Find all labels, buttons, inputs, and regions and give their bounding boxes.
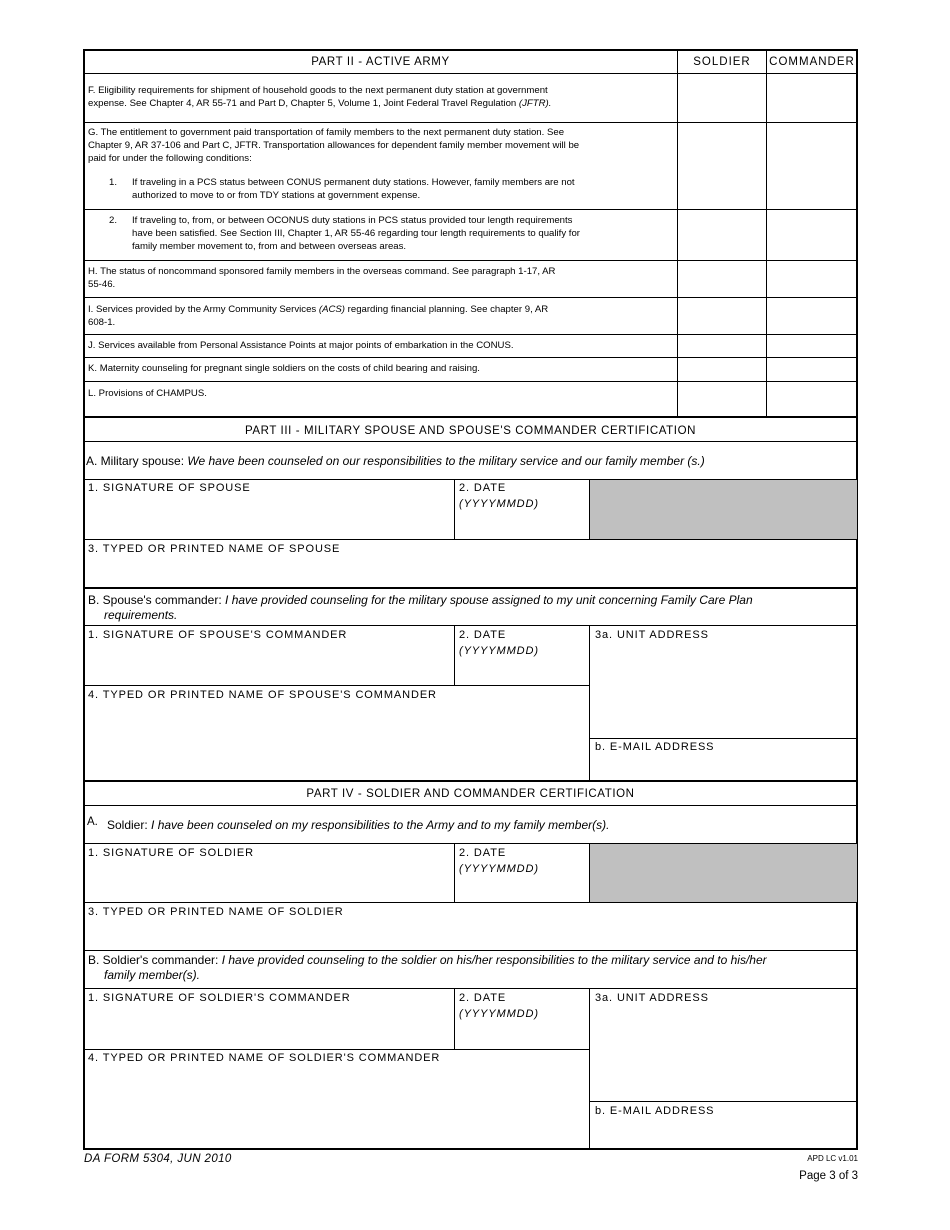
rule: [84, 539, 857, 540]
item-g-line3: paid for under the following conditions:: [88, 153, 252, 164]
item-i-acs: (ACS): [318, 304, 345, 315]
rule: [84, 1049, 590, 1050]
part3-a-statement: [86, 454, 705, 468]
item-g-line2: Chapter 9, AR 37-106 and Part C, JFTR. Transportation allowances for dependent family member movement will be: [88, 140, 580, 151]
part4-a-statement: [107, 818, 609, 832]
item-g-line1: G. The entitlement to government paid transportation of family members to the next permanent duty station. See: [88, 127, 565, 138]
item-k-soldier-initial[interactable]: [678, 358, 766, 381]
item-j-soldier-initial[interactable]: [678, 335, 766, 357]
item-g2-line1: If traveling to, from, or between OCONUS duty stations in PCS status provided tour length requirements: [132, 215, 573, 226]
part3-b-statement: [88, 593, 753, 607]
part3-a-label: A. Military spouse:: [86, 454, 188, 468]
item-f-line2: [88, 98, 551, 111]
item-j: J. Services available from Personal Assistance Points at major points of embarkation in the CONUS.: [88, 340, 514, 351]
soldier-name-label: 3. TYPED OR PRINTED NAME OF SOLDIER: [88, 906, 344, 918]
rule: [84, 685, 590, 686]
soldier-cmdr-date-field[interactable]: [455, 1023, 588, 1048]
rule: [84, 587, 857, 589]
spouse-date-format: (YYYYMMDD): [459, 498, 539, 510]
item-h-line1: H. The status of noncommand sponsored family members in the overseas command. See paragraph 1-17, AR: [88, 266, 556, 277]
part4-a-label: Soldier:: [107, 818, 152, 832]
col-soldier-header: SOLDIER: [693, 56, 751, 68]
soldier-cmdr-email-label: b. E-MAIL ADDRESS: [595, 1105, 715, 1117]
item-k: K. Maternity counseling for pregnant single soldiers on the costs of child bearing and raising.: [88, 363, 480, 374]
item-g1-line1: If traveling in a PCS status between CONUS permanent duty stations. However, family members are not: [132, 177, 575, 188]
spouse-cmdr-unit-field[interactable]: [590, 645, 856, 737]
soldier-cmdr-unit-label: 3a. UNIT ADDRESS: [595, 992, 709, 1004]
spouse-signature-label: 1. SIGNATURE OF SPOUSE: [88, 482, 251, 494]
rule: [589, 738, 857, 739]
rule: [84, 416, 857, 418]
item-g1-line2: authorized to move to or from TDY stations at government expense.: [132, 190, 421, 201]
part4-b-statement: [88, 953, 767, 967]
item-g1-commander-initial[interactable]: [767, 123, 857, 209]
item-i-text-b: regarding financial planning. See chapter 9, AR: [345, 304, 549, 315]
item-h-line2: 55-46.: [88, 279, 116, 290]
spouse-cmdr-name-field[interactable]: [85, 705, 588, 779]
part3-a-text: We have been counseled on our responsibilities to the military service and our family member (s.): [187, 454, 705, 468]
soldier-cmdr-unit-field[interactable]: [590, 1008, 856, 1100]
soldier-signature-label: 1. SIGNATURE OF SOLDIER: [88, 847, 254, 859]
item-g2-line2: have been satisfied. See Section III, Chapter 1, AR 55-46 regarding tour length requirements to qualify for: [132, 228, 580, 239]
spouse-cmdr-signature-field[interactable]: [85, 645, 453, 684]
part3-b-label: B. Spouse's commander:: [88, 593, 226, 607]
shaded-block: [590, 844, 857, 902]
item-k-commander-initial[interactable]: [767, 358, 857, 381]
item-f-line1: F. Eligibility requirements for shipment of household goods to the next permanent duty station at government: [88, 85, 548, 96]
soldier-name-field[interactable]: [85, 921, 856, 949]
version-label: APD LC v1.01: [807, 1154, 858, 1163]
spouse-cmdr-unit-label: 3a. UNIT ADDRESS: [595, 629, 709, 641]
soldier-cmdr-date-format: (YYYYMMDD): [459, 1008, 539, 1020]
item-i-soldier-initial[interactable]: [678, 298, 766, 334]
col-commander-header: COMMANDER: [769, 56, 855, 68]
soldier-cmdr-date-label: 2. DATE: [459, 992, 507, 1004]
item-g2-soldier-initial[interactable]: [678, 210, 766, 260]
item-l-commander-initial[interactable]: [767, 382, 857, 416]
part4-a-num: A.: [87, 816, 98, 828]
item-g2-line3: family member movement to, from and between overseas areas.: [132, 241, 407, 252]
part2-title: PART II - ACTIVE ARMY: [311, 56, 450, 68]
rule: [84, 441, 857, 442]
shaded-block: [590, 480, 857, 539]
spouse-date-label: 2. DATE: [459, 482, 507, 494]
part4-a-text: I have been counseled on my responsibilities to the Army and to my family member(s).: [151, 818, 610, 832]
spouse-name-field[interactable]: [85, 558, 856, 586]
spouse-cmdr-signature-label: 1. SIGNATURE OF SPOUSE'S COMMANDER: [88, 629, 348, 641]
item-g1-soldier-initial[interactable]: [678, 123, 766, 209]
part4-b-text1: I have provided counseling to the soldier on his/her responsibilities to the military service and to his/her: [221, 953, 767, 967]
item-g2-commander-initial[interactable]: [767, 210, 857, 260]
part4-b-label: B. Soldier's commander:: [88, 953, 222, 967]
part3-title: PART III - MILITARY SPOUSE AND SPOUSE'S COMMANDER CERTIFICATION: [244, 425, 697, 437]
spouse-cmdr-email-label: b. E-MAIL ADDRESS: [595, 741, 715, 753]
part3-b-text2: requirements.: [104, 608, 178, 622]
item-h-soldier-initial[interactable]: [678, 261, 766, 297]
item-h-commander-initial[interactable]: [767, 261, 857, 297]
item-i-commander-initial[interactable]: [767, 298, 857, 334]
item-f-soldier-initial[interactable]: [678, 74, 766, 122]
soldier-cmdr-name-field[interactable]: [85, 1068, 588, 1148]
item-f-commander-initial[interactable]: [767, 74, 857, 122]
item-f-line2-italic: (JFTR).: [518, 98, 552, 109]
page-number: Page 3 of 3: [799, 1170, 858, 1182]
rule: [84, 950, 857, 951]
rule: [84, 805, 857, 806]
rule: [84, 625, 857, 626]
rule: [589, 1101, 857, 1102]
item-i-text-a: I. Services provided by the Army Community Services: [88, 304, 319, 315]
spouse-cmdr-name-label: 4. TYPED OR PRINTED NAME OF SPOUSE'S COMMANDER: [88, 689, 437, 701]
item-l: L. Provisions of CHAMPUS.: [88, 388, 207, 399]
soldier-date-field[interactable]: [455, 877, 588, 901]
rule: [84, 988, 857, 989]
spouse-name-label: 3. TYPED OR PRINTED NAME OF SPOUSE: [88, 543, 341, 555]
form-id: DA FORM 5304, JUN 2010: [84, 1153, 232, 1165]
spouse-cmdr-date-label: 2. DATE: [459, 629, 507, 641]
soldier-cmdr-signature-field[interactable]: [85, 1008, 453, 1048]
soldier-cmdr-name-label: 4. TYPED OR PRINTED NAME OF SOLDIER'S COMMANDER: [88, 1052, 441, 1064]
soldier-date-format: (YYYYMMDD): [459, 863, 539, 875]
soldier-date-label: 2. DATE: [459, 847, 507, 859]
item-i-line2: 608-1.: [88, 317, 116, 328]
item-i-line1: [88, 304, 548, 317]
part4-title: PART IV - SOLDIER AND COMMANDER CERTIFICATION: [306, 788, 635, 800]
part4-b-text2: family member(s).: [104, 968, 201, 982]
item-j-commander-initial[interactable]: [767, 335, 857, 357]
spouse-signature-field[interactable]: [85, 498, 453, 538]
item-f-line2-text: expense. See Chapter 4, AR 55-71 and Part D, Chapter 5, Volume 1, Joint Federal Travel Regulation: [88, 98, 519, 109]
part3-b-text1: I have provided counseling for the military spouse assigned to my unit concerning Family Care Plan: [225, 593, 753, 607]
rule: [84, 780, 857, 782]
spouse-cmdr-date-format: (YYYYMMDD): [459, 645, 539, 657]
item-g2-num: 2.: [109, 215, 118, 226]
spouse-cmdr-email-field[interactable]: [590, 756, 856, 779]
item-g1-num: 1.: [109, 177, 118, 188]
soldier-cmdr-email-field[interactable]: [590, 1120, 856, 1148]
spouse-date-field[interactable]: [455, 512, 588, 538]
item-l-soldier-initial[interactable]: [678, 382, 766, 416]
soldier-cmdr-signature-label: 1. SIGNATURE OF SOLDIER'S COMMANDER: [88, 992, 351, 1004]
soldier-signature-field[interactable]: [85, 862, 453, 901]
rule: [84, 902, 857, 903]
spouse-cmdr-date-field[interactable]: [455, 660, 588, 684]
